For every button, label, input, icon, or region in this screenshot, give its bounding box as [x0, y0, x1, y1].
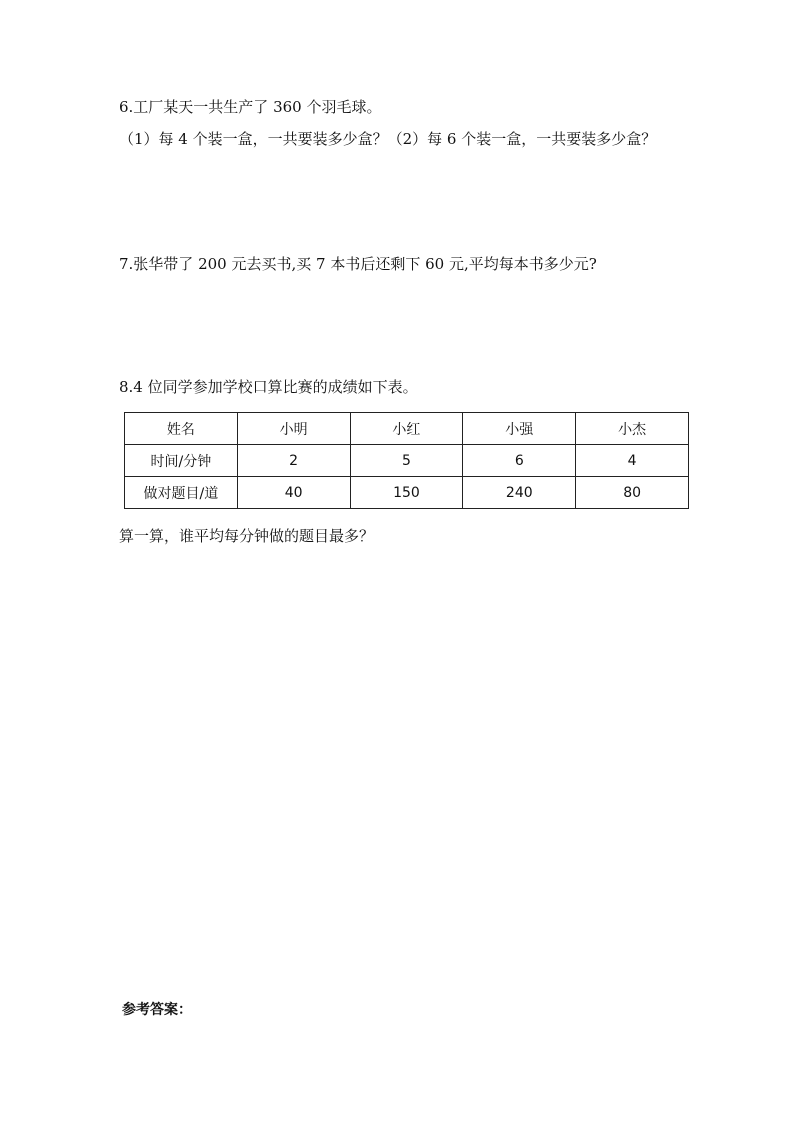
table-cell: 150 [350, 477, 463, 509]
table-cell: 6 [463, 445, 576, 477]
table-header-cell: 小杰 [576, 413, 689, 445]
table-cell: 4 [576, 445, 689, 477]
score-table [124, 412, 689, 509]
table-cell: 做对题目/道 [125, 477, 238, 509]
question-8-ask: 算一算，谁平均每分钟做的题目最多？ [119, 527, 375, 545]
table-header-cell: 姓名 [125, 413, 238, 445]
table-header-cell: 小红 [350, 413, 463, 445]
question-7-text: 7.张华带了 200 元去买书,买 7 本书后还剩下 60 元,平均每本书多少元? [119, 255, 597, 273]
table-cell: 2 [237, 445, 350, 477]
table-cell: 时间/分钟 [125, 445, 238, 477]
table-header-cell: 小强 [463, 413, 576, 445]
table-header-cell: 小明 [237, 413, 350, 445]
question-6-text: 6.工厂某天一共生产了 360 个羽毛球。 [119, 98, 382, 116]
table-cell: 240 [463, 477, 576, 509]
question-8-text: 8.4 位同学参加学校口算比赛的成绩如下表。 [119, 378, 418, 396]
table-cell: 5 [350, 445, 463, 477]
question-6-subquestions: （1）每 4 个装一盒，一共要装多少盒？（2）每 6 个装一盒，一共要装多少盒？ [119, 130, 657, 148]
table-cell: 40 [237, 477, 350, 509]
table-cell: 80 [576, 477, 689, 509]
answers-heading: 参考答案： [122, 1002, 192, 1018]
table-header-row [125, 413, 689, 445]
table-row [125, 445, 689, 477]
table-row [125, 477, 689, 509]
